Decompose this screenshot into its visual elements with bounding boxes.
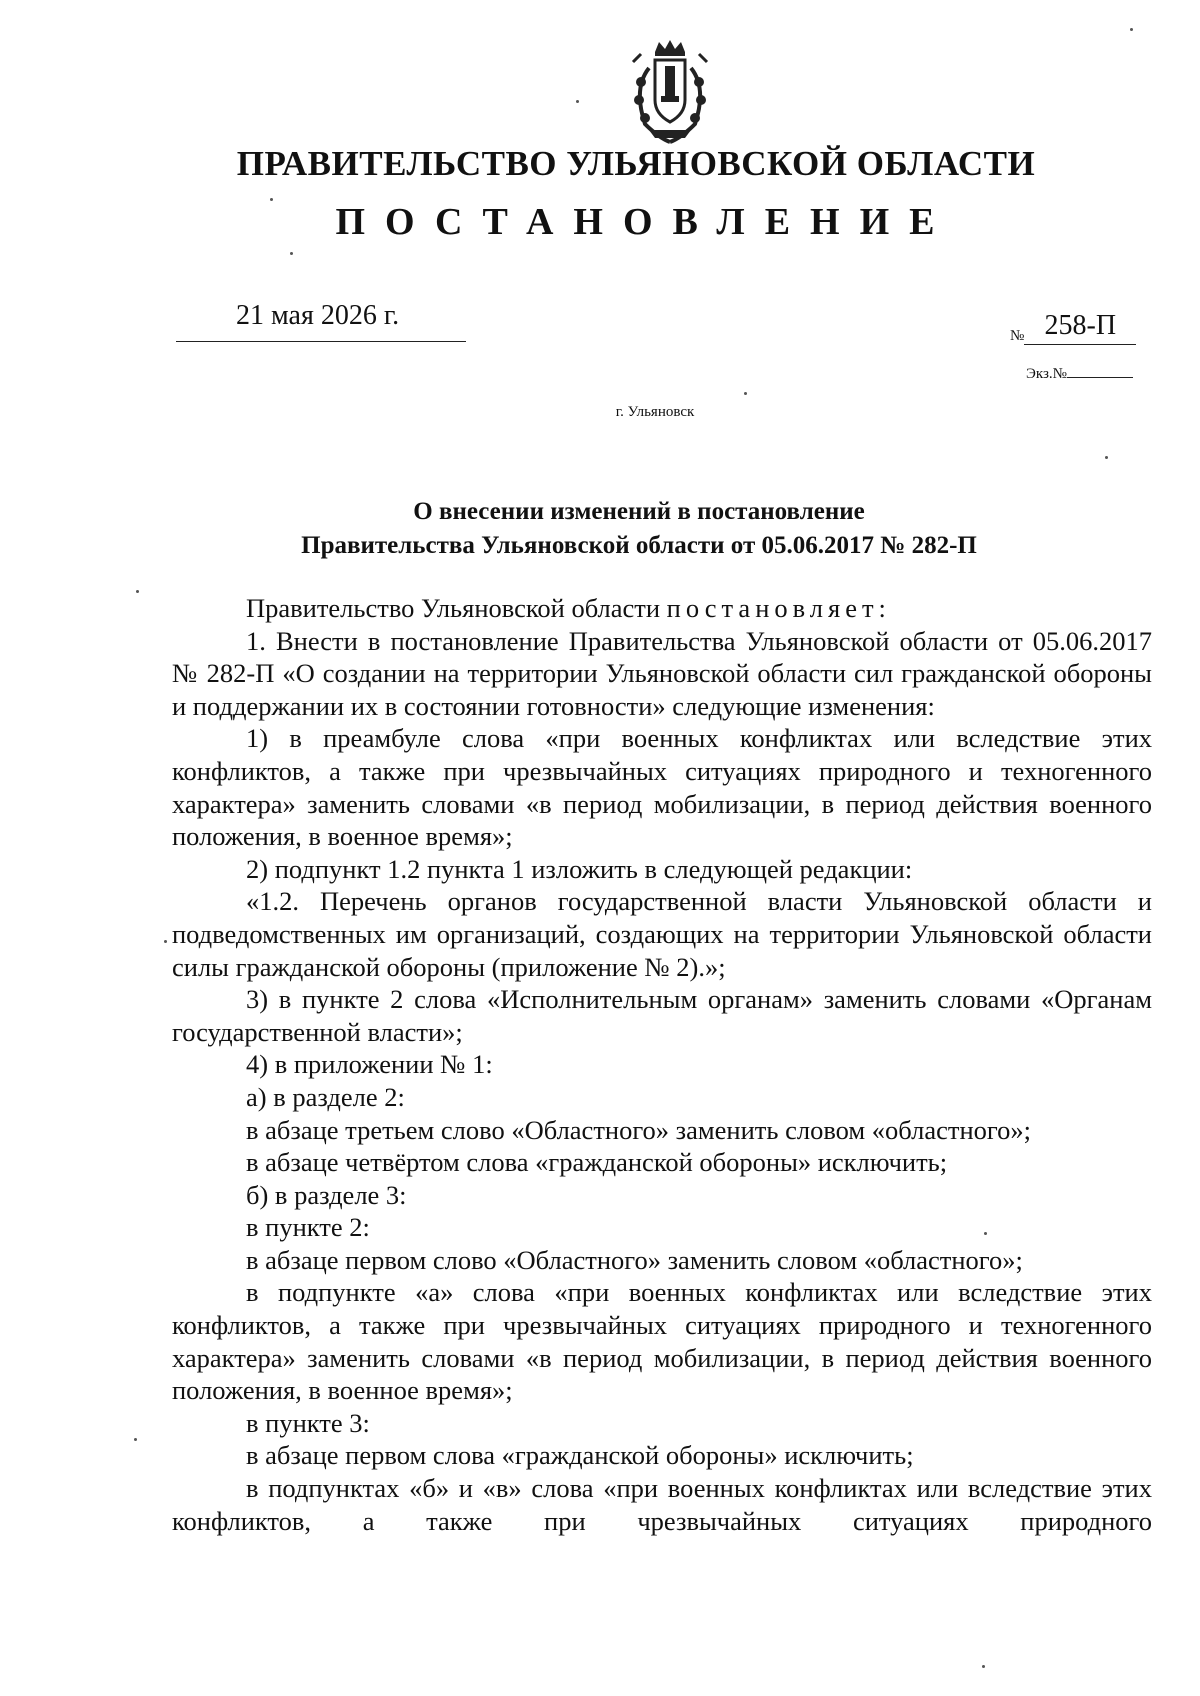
document-number: 258-П bbox=[1024, 310, 1136, 345]
scan-speck bbox=[576, 100, 579, 103]
scan-speck bbox=[1130, 28, 1133, 31]
paragraph: в подпункте «а» слова «при военных конфликтах или вследствие этих конфликтов, а также при чрезвычайных ситуациях природного и техногенного характера» заменить словами «в период мобилизации, в период действия военного положения, в военное время»; bbox=[172, 1277, 1152, 1406]
intro-prefix: Правительство Ульяновской области bbox=[246, 593, 667, 623]
scan-speck bbox=[270, 198, 273, 201]
document-type: ПОСТАНОВЛЕНИЕ bbox=[335, 201, 955, 243]
paragraph: в абзаце первом слова «гражданской обороны» исключить; bbox=[246, 1440, 914, 1471]
scan-speck bbox=[164, 940, 167, 943]
paragraph: 1. Внести в постановление Правительства Ульяновской области от 05.06.2017 № 282-П «О создании на территории Ульяновской области сил гражданской обороны и поддержании их в состоянии готовности» следующие изменения: bbox=[172, 625, 1152, 721]
coat-of-arms-icon bbox=[619, 38, 721, 148]
paragraph: 4) в приложении № 1: bbox=[246, 1049, 493, 1080]
scan-speck bbox=[744, 392, 747, 395]
paragraph: б) в разделе 3: bbox=[246, 1179, 407, 1210]
paragraph: 1) в преамбуле слова «при военных конфликтах или вследствие этих конфликтов, а также при чрезвычайных ситуациях природного и техногенного характера» заменить словами «в период мобилизации, в период действия военного положения, в военное время»; bbox=[172, 723, 1152, 852]
copy-number-line bbox=[1067, 377, 1133, 378]
scan-speck bbox=[290, 252, 293, 255]
document-number-block bbox=[1010, 310, 1150, 345]
organization-title: ПРАВИТЕЛЬСТВО УЛЬЯНОВСКОЙ ОБЛАСТИ bbox=[236, 144, 1036, 183]
paragraph: а) в разделе 2: bbox=[246, 1081, 405, 1112]
paragraph: в пункте 3: bbox=[246, 1407, 370, 1438]
paragraph: в подпунктах «б» и «в» слова «при военных конфликтах или вследствие этих конфликтов, а также при чрезвычайных ситуациях природного bbox=[172, 1473, 1152, 1536]
paragraph: в пункте 2: bbox=[246, 1212, 370, 1243]
city: г. Ульяновск bbox=[615, 404, 695, 420]
copy-number-block bbox=[1026, 366, 1133, 383]
copy-number-label: Экз.№ bbox=[1026, 366, 1067, 382]
document-body bbox=[172, 592, 1152, 1537]
paragraph: в абзаце третьем слово «Областного» заменить словом «областного»; bbox=[246, 1114, 1031, 1145]
paragraph: в абзаце первом слово «Областного» заменить словом «областного»; bbox=[246, 1244, 1023, 1275]
scan-speck bbox=[136, 590, 139, 593]
intro-paragraph bbox=[172, 592, 1152, 625]
subject-line-1: О внесении изменений в постановление bbox=[413, 498, 865, 525]
document-subject bbox=[0, 495, 1200, 563]
intro-verb: постановляет: bbox=[666, 593, 891, 623]
scan-speck bbox=[1105, 456, 1108, 459]
paragraph: 3) в пункте 2 слова «Исполнительным органам» заменить словами «Органам государственной власти»; bbox=[172, 984, 1152, 1047]
paragraph: «1.2. Перечень органов государственной власти Ульяновской области и подведомственных им организаций, создающих на территории Ульяновской области силы гражданской обороны (приложение № 2).»; bbox=[172, 886, 1152, 982]
date-block bbox=[176, 300, 466, 342]
subject-line-2: Правительства Ульяновской области от 05.06.2017 № 282-П bbox=[301, 532, 977, 559]
paragraph: в абзаце четвёртом слова «гражданской обороны» исключить; bbox=[246, 1147, 948, 1178]
scan-speck bbox=[982, 1665, 985, 1668]
document-date: 21 мая 2026 г. bbox=[236, 300, 400, 331]
paragraph: 2) подпункт 1.2 пункта 1 изложить в следующей редакции: bbox=[246, 853, 913, 884]
date-underline bbox=[176, 341, 466, 342]
scan-speck bbox=[134, 1438, 137, 1441]
scan-speck bbox=[984, 1232, 987, 1235]
number-sign: № bbox=[1010, 328, 1025, 344]
